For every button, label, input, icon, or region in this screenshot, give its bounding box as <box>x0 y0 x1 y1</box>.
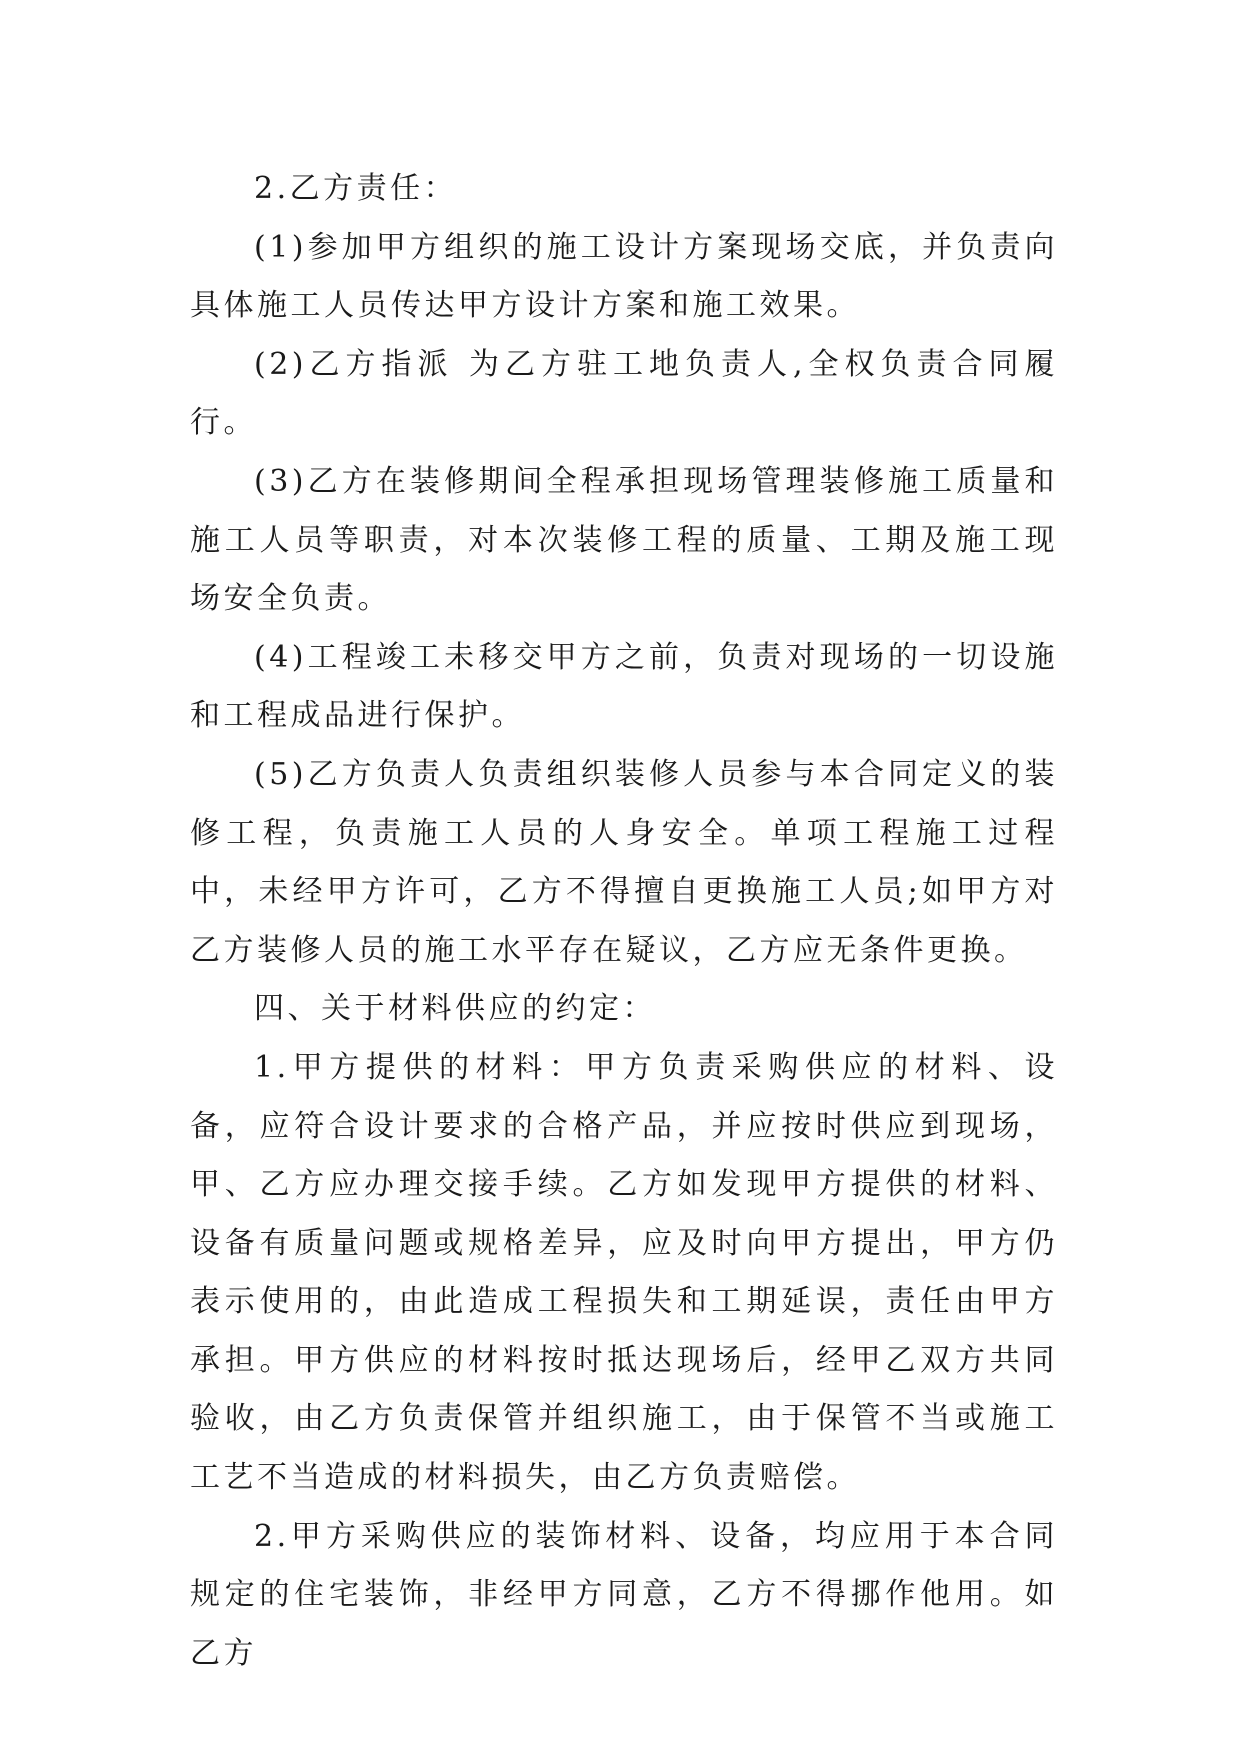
section-heading-material-supply: 四、关于材料供应的约定： <box>254 991 656 1027</box>
paragraph-clause-3: (3)乙方在装修期间全程承担现场管理装修施工质量和施工人员等职责，对本次装修工程的质量、工期及施工现场安全负责。 <box>190 463 1058 617</box>
document-body <box>190 160 1058 1683</box>
paragraph-material-clause-1: 1.甲方提供的材料：甲方负责采购供应的材料、设备，应符合设计要求的合格产品，并应按时供应到现场，甲、乙方应办理交接手续。乙方如发现甲方提供的材料、设备有质量问题或规格差异，应及时向甲方提出，甲方仍表示使用的，由此造成工程损失和工期延误，责任由甲方承担。甲方供应的材料按时抵达现场后，经甲乙双方共同验收，由乙方负责保管并组织施工，由于保管不当或施工工艺不当造成的材料损失，由乙方负责赔偿。 <box>190 1049 1058 1496</box>
paragraph-material-clause-2: 2.甲方采购供应的装饰材料、设备，均应用于本合同规定的住宅装饰，非经甲方同意，乙方不得挪作他用。如乙方 <box>190 1518 1058 1671</box>
paragraph-clause-2: (2)乙方指派 为乙方驻工地负责人,全权负责合同履行。 <box>190 346 1058 441</box>
paragraph-party-b-responsibilities-heading: 2.乙方责任： <box>254 171 458 206</box>
paragraph-clause-4: (4)工程竣工未移交甲方之前，负责对现场的一切设施和工程成品进行保护。 <box>190 639 1058 734</box>
paragraph-clause-1: (1)参加甲方组织的施工设计方案现场交底，并负责向具体施工人员传达甲方设计方案和施工效果。 <box>190 229 1058 324</box>
paragraph-clause-5: (5)乙方负责人负责组织装修人员参与本合同定义的装修工程，负责施工人员的人身安全。单项工程施工过程中，未经甲方许可，乙方不得擅自更换施工人员;如甲方对乙方装修人员的施工水平存在疑议，乙方应无条件更换。 <box>190 756 1058 968</box>
